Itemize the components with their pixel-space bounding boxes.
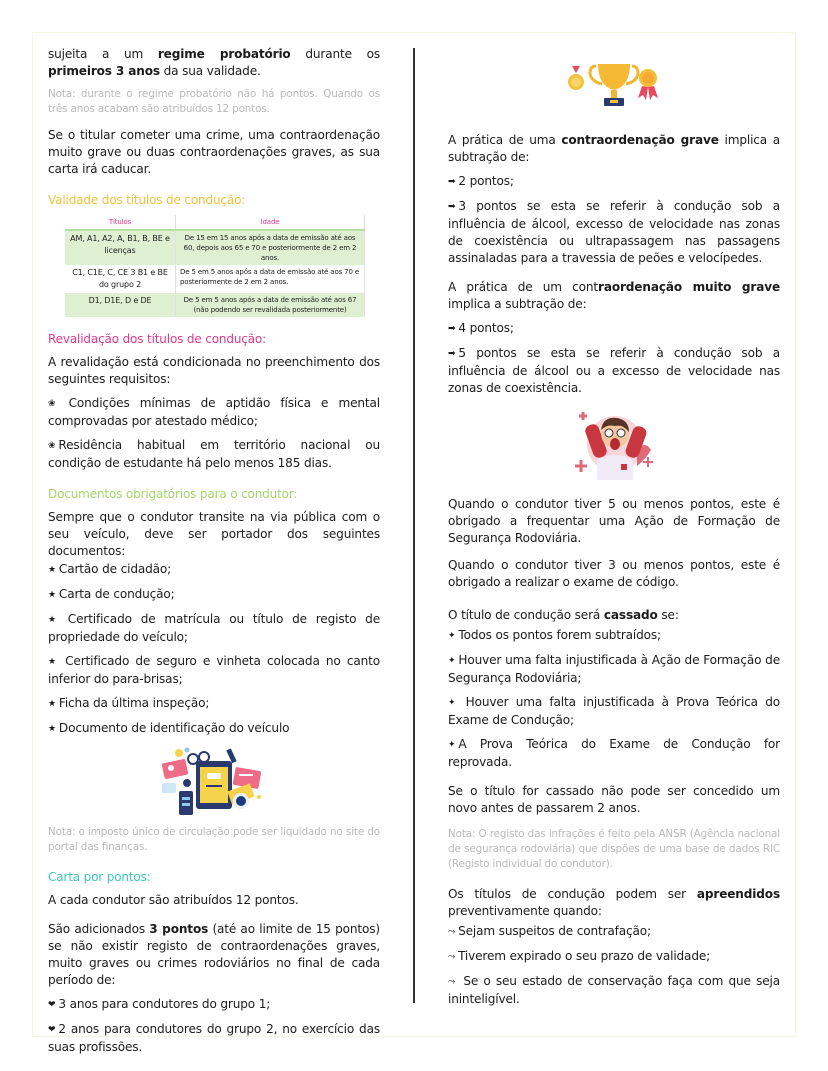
table-row: C1, C1E, C, CE 3 B1 e BE do grupo 2 De 5 em 5 anos após a data de emissão até aos 70 e posteriormente de 2 em 2 anos. (65, 265, 365, 293)
probation-paragraph: sujeita a um regime probatório durante os primeiros 3 anos da sua validade. (48, 47, 380, 78)
diamond-bullet-icon: ✦ (448, 631, 456, 641)
arrow-bullet-icon: ➡ (448, 324, 456, 334)
list-item: ❀ Condições mínimas de aptidão física e mental comprovadas por atestado médico; (48, 396, 380, 428)
table-header-idade: Idade (176, 215, 365, 230)
list-item: ★ Ficha da última inspeção; (48, 695, 380, 713)
caducar-paragraph: Se o titular cometer uma crime, uma contraordenação muito grave ou duas contraordenações graves, as sua carta irá caducar. (48, 128, 380, 176)
list-item: ★ Cartão de cidadão; (48, 561, 380, 579)
list-item: ✦ A Prova Teórica do Exame de Condução for reprovada. (448, 737, 780, 769)
column-divider (413, 48, 415, 1003)
list-item: ⤳ Tiverem expirado o seu prazo de validade; (448, 948, 780, 966)
arrow-bullet-icon: ➡ (448, 202, 456, 212)
list-item: ✦ Houver uma falta injustificada à Prova Teórica do Exame de Condução; (448, 695, 780, 727)
star-bullet-icon: ★ (48, 724, 56, 734)
list-item: ➡ 3 pontos se esta se referir à condução sob a influência de álcool, excesso de velocidade nas zonas de coexistência ou ultrapassagem nas passagens assinaladas para a travessia de peões e velocípedes. (448, 199, 780, 265)
heart-bullet-icon: ❤ (48, 1025, 56, 1035)
list-item: ⤳ Sejam suspeitos de contrafação; (448, 923, 780, 941)
list-item: ★ Carta de condução; (48, 586, 380, 604)
list-item: ⤳ Se o seu estado de conservação faça com que seja ininteligível. (448, 974, 780, 1006)
list-item: ✦ Todos os pontos forem subtraídos; (448, 627, 780, 645)
star-bullet-icon: ★ (48, 590, 56, 600)
star-bullet-icon: ★ (48, 615, 56, 625)
right-column (448, 46, 780, 1015)
pontos-paragraph-2: São adicionados 3 pontos (até ao limite de 15 pontos) se não existir registo de contraordenações graves, muito graves ou crimes rodoviários no final de cada período de: (48, 922, 380, 987)
list-item: ❀ Residência habitual em território nacional ou condição de estudante há pelo menos 185 dias. (48, 438, 380, 470)
flower-bullet-icon: ❀ (48, 399, 56, 409)
list-item: ➡ 2 pontos; (448, 173, 780, 191)
list-item: ★ Certificado de matrícula ou título de registo de propriedade do veículo; (48, 612, 380, 644)
cinco-pontos-paragraph: Quando o condutor tiver 5 ou menos pontos, este é obrigado a frequentar uma Ação de Formação de Segurança Rodoviária. (448, 497, 780, 545)
list-item: ❤ 2 anos para condutores do grupo 2, no exercício das suas profissões. (48, 1022, 380, 1054)
iuc-note: Nota: o imposto único de circulação pode ser liquidado no site do portal das finanças. (48, 826, 380, 853)
list-item: ★ Certificado de seguro e vinheta colocada no canto inferior do para-brisas; (48, 654, 380, 686)
muito-grave-paragraph: A prática de um contraordenação muito grave implica a subtração de: (448, 280, 781, 311)
squiggle-arrow-bullet-icon: ⤳ (448, 952, 456, 962)
shocked-person-illustration-icon (571, 404, 657, 480)
grave-paragraph: A prática de uma contraordenação grave implica a subtração de: (448, 133, 781, 164)
documentos-intro: Sempre que o condutor transite na via pública com o seu veículo, deve ser portador dos seguintes documentos: (48, 510, 380, 558)
table-header-titulos: Títulos (65, 215, 176, 230)
revalidacao-intro: A revalidação está condicionada no preenchimento dos seguintes requisitos: (48, 355, 380, 386)
documents-illustration-icon (159, 745, 269, 817)
apreendidos-paragraph: Os títulos de condução podem ser apreendidos preventivamente quando: (448, 887, 780, 918)
tres-pontos-paragraph: Quando o condutor tiver 3 ou menos pontos, este é obrigado a realizar o exame de código. (448, 558, 780, 589)
table-row: D1, D1E, D e DE De 5 em 5 anos após a data de emissão até aos 67 (não podendo ser revalidada posteriormente) (65, 293, 365, 317)
validade-heading: Validade dos títulos de condução: (48, 193, 246, 207)
list-item: ★ Documento de identificação do veículo (48, 720, 380, 738)
trophy-medals-illustration-icon (566, 60, 662, 110)
pontos-paragraph-1: A cada condutor são atribuídos 12 pontos. (48, 893, 299, 907)
arrow-bullet-icon: ➡ (448, 349, 456, 359)
squiggle-arrow-bullet-icon: ⤳ (448, 977, 456, 987)
list-item: ❤ 3 anos para condutores do grupo 1; (48, 996, 380, 1014)
heart-bullet-icon: ❤ (48, 1000, 56, 1010)
probation-note: Nota: durante o regime probatório não há pontos. Quando os três anos acabam são atribuídos 12 pontos. (48, 88, 380, 115)
flower-bullet-icon: ❀ (48, 441, 56, 451)
diamond-bullet-icon: ✦ (448, 656, 456, 666)
star-bullet-icon: ★ (48, 565, 56, 575)
arrow-bullet-icon: ➡ (448, 177, 456, 187)
ansr-note: Nota: O registo das infrações é feito pela ANSR (Agência nacional de segurança rodoviária) que dispões de uma base de dados RIC (Registo individual do condutor). (448, 828, 780, 870)
list-item: ➡ 4 pontos; (448, 320, 780, 338)
star-bullet-icon: ★ (48, 699, 56, 709)
star-bullet-icon: ★ (48, 657, 56, 667)
revalidacao-heading: Revalidação dos títulos de condução: (48, 332, 267, 346)
squiggle-arrow-bullet-icon: ⤳ (448, 927, 456, 937)
cassado-paragraph: O título de condução será cassado se: (448, 608, 679, 622)
pontos-heading: Carta por pontos: (48, 870, 151, 884)
table-row: AM, A1, A2, A, B1, B, BE e licenças De 15 em 15 anos após a data de emissão até aos 60, depois aos 65 e 70 e posteriormente de 2 em 2 anos. (65, 230, 365, 265)
left-column (48, 46, 380, 1063)
cassado-after-paragraph: Se o título for cassado não pode ser concedido um novo antes de passarem 2 anos. (448, 784, 780, 815)
diamond-bullet-icon: ✦ (448, 698, 456, 708)
diamond-bullet-icon: ✦ (448, 740, 456, 750)
list-item: ➡ 5 pontos se esta se referir à condução sob a influência de álcool ou a excesso de velocidade nas zonas de coexistência. (448, 346, 780, 395)
documentos-heading: Documentos obrigatórios para o condutor: (48, 487, 298, 501)
list-item: ✦ Houver uma falta injustificada à Ação de Formação de Segurança Rodoviária; (448, 653, 780, 685)
validity-table (65, 215, 365, 317)
